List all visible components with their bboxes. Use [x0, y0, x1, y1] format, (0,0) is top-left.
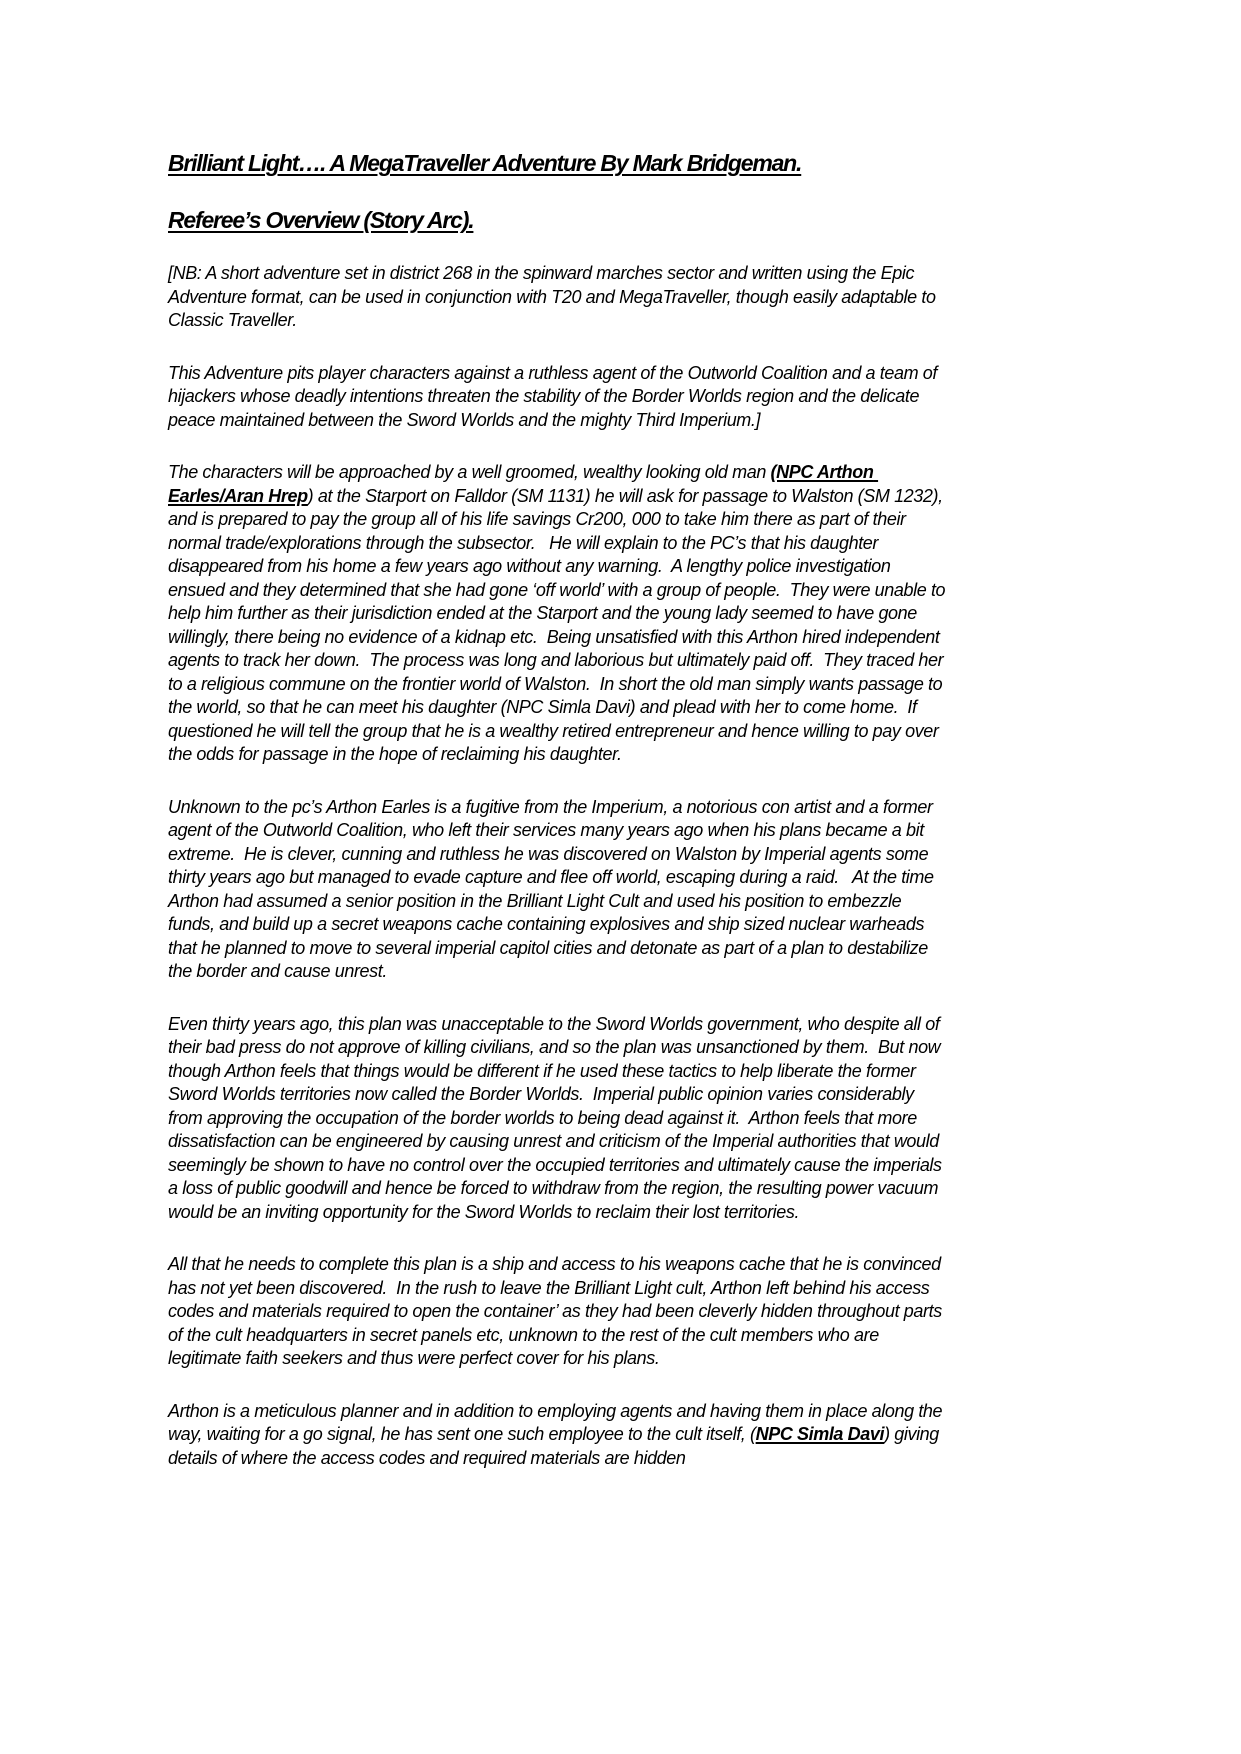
text-run: This Adventure pits player characters against a ruthless agent of the Outworld Coalition and a team of hijackers whose deadly intentions threaten the stability of the Border Worlds region and the delicate peace maintained between the Sword Worlds and the mighty Third Imperium.]	[168, 362, 942, 430]
paragraph	[168, 362, 950, 433]
document-subtitle: Referee’s Overview (Story Arc).	[168, 207, 474, 233]
paragraph	[168, 1400, 950, 1471]
paragraph	[168, 1013, 950, 1225]
document-title: Brilliant Light…. A MegaTraveller Adventure By Mark Bridgeman.	[168, 150, 802, 176]
npc-reference: (NPC Arthon Earles/Aran Hrep	[168, 462, 879, 506]
paragraph	[168, 262, 950, 333]
text-run: ) at the Starport on Falldor (SM 1131) he will ask for passage to Walston (SM 1232), and is prepared to pay the group all of his life savings Cr200, 000 to take him there as part of their normal trade/explorations through the subsector. He will explain to the PC’s that his daughter disappeared from his home a few years ago without any warning. A lengthy police investigation ensued and they determined that she had gone ‘off world’ with a group of people. They were unable to help him further as their jurisdiction ended at the Starport and the young lady seemed to have gone willingly, there being no evidence of a kidnap etc. Being unsatisfied with this Arthon hired independent agents to track her down. The process was long and laborious but ultimately paid off. They traced her to a religious commune on the frontier world of Walston. In short the old man simply wants passage to the world, so that he can meet his daughter (NPC Simla Davi) and plead with her to come home. If questioned he will tell the group that he is a wealthy retired entrepreneur and hence willing to pay over the odds for passage in the hope of reclaiming his daughter.	[168, 485, 950, 764]
text-run: The characters will be approached by a well groomed, wealthy looking old man	[168, 462, 771, 482]
paragraph	[168, 796, 950, 984]
document-body	[168, 262, 950, 1470]
text-run: Even thirty years ago, this plan was unacceptable to the Sword Worlds government, who despite all of their bad press do not approve of killing civilians, and so the plan was unsanctioned by them. But now though Arthon feels that things would be different if he used these tactics to help liberate the former Sword Worlds territories now called the Border Worlds. Imperial public opinion varies considerably from approving the occupation of the border worlds to being dead against it. Arthon feels that more dissatisfaction can be engineered by causing unrest and criticism of the Imperial authorities that would seemingly be shown to have no control over the occupied territories and ultimately cause the imperials a loss of public goodwill and hence be forced to withdraw from the region, the resulting power vacuum would be an inviting opportunity for the Sword Worlds to reclaim their lost territories.	[168, 1013, 947, 1222]
npc-reference: NPC Simla Davi	[755, 1424, 885, 1444]
paragraph	[168, 1253, 950, 1371]
paragraph	[168, 461, 950, 767]
text-run: [NB: A short adventure set in district 268 in the spinward marches sector and written using the Epic Adventure format, can be used in conjunction with T20 and MegaTraveller, though easily adaptable to Classic Traveller.	[168, 263, 941, 330]
text-run: All that he needs to complete this plan is a ship and access to his weapons cache that he is convinced has not yet been discovered. In the rush to leave the Brilliant Light cult, Arthon left behind his access codes and materials required to open the container’ as they had been cleverly hidden throughout parts of the cult headquarters in secret panels etc, unknown to the rest of the cult members who are legitimate faith seekers and thus were perfect cover for his plans.	[168, 1254, 947, 1368]
document-content	[168, 149, 950, 1499]
text-run: Unknown to the pc’s Arthon Earles is a fugitive from the Imperium, a notorious con artist and a former agent of the Outworld Coalition, who left their services many years ago when his plans became a bit extreme. He is clever, cunning and ruthless he was discovered on Walston by Imperial agents some thirty years ago but managed to evade capture and flee off world, escaping during a raid. At the time Arthon had assumed a senior position in the Brilliant Light Cult and used his position to embezzle funds, and build up a secret weapons cache containing explosives and ship sized nuclear warheads that he planned to move to several imperial capitol cities and detonate as part of a plan to destabilize the border and cause unrest.	[168, 796, 938, 981]
text-run: ) giving details of where the access codes and required materials are hidden	[168, 1424, 944, 1468]
text-run: Arthon is a meticulous planner and in addition to employing agents and having them in place along the way, waiting for a go signal, he has sent one such employee to the cult itself, (	[168, 1400, 947, 1444]
